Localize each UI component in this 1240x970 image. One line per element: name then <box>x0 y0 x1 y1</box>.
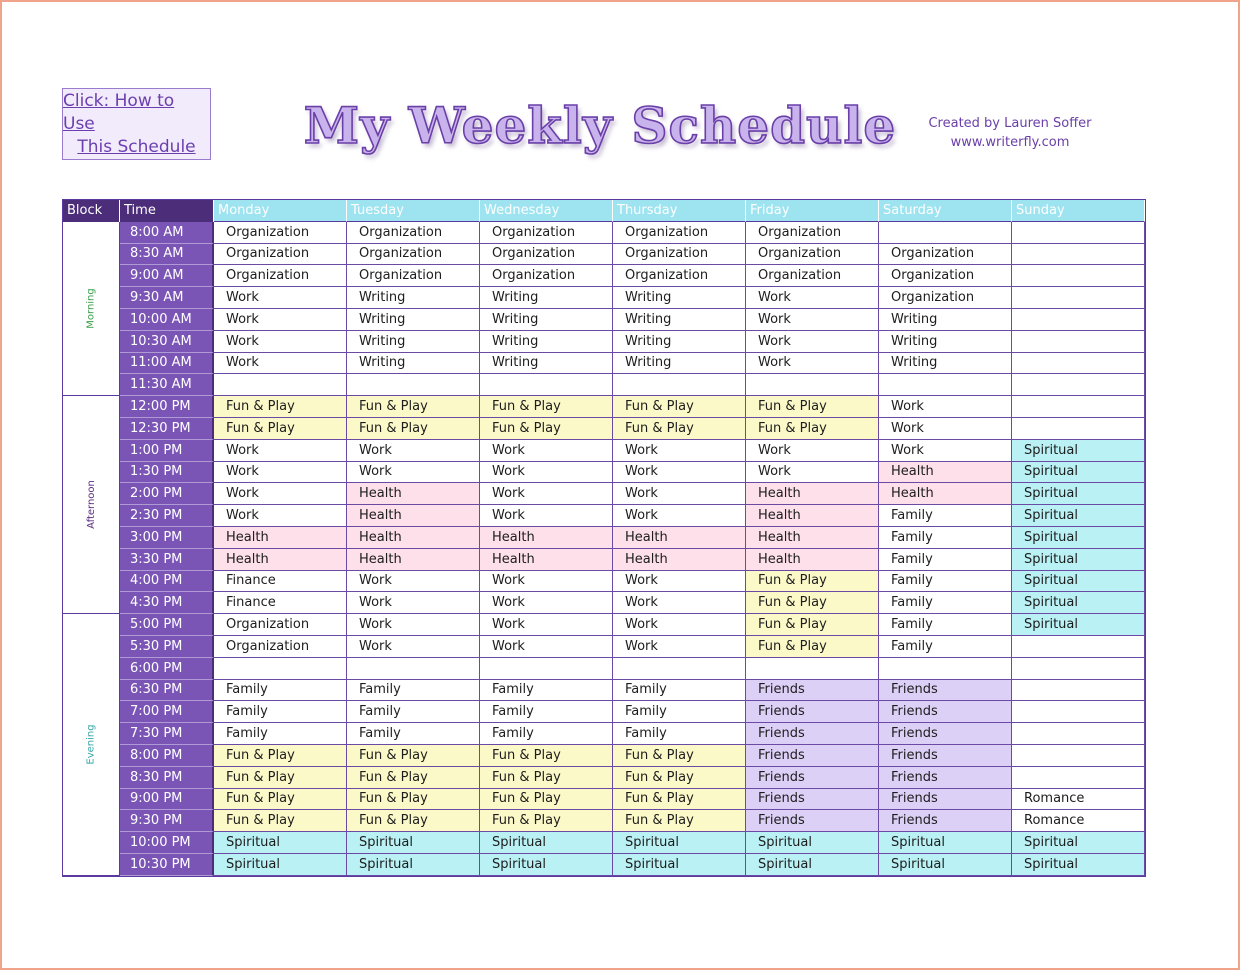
schedule-cell[interactable] <box>879 658 1012 680</box>
schedule-cell[interactable]: Writing <box>613 309 746 331</box>
schedule-cell[interactable]: Organization <box>214 265 347 287</box>
schedule-cell[interactable]: Work <box>480 614 613 636</box>
schedule-cell[interactable]: Organization <box>746 244 879 266</box>
how-to-line-2: This Schedule <box>77 136 196 157</box>
time-slot: 12:00 PM <box>120 396 214 418</box>
credit-author: Created by Lauren Soffer <box>928 116 1092 131</box>
schedule-cell[interactable]: Family <box>613 680 746 702</box>
schedule-cell[interactable]: Writing <box>480 331 613 353</box>
schedule-cell[interactable]: Work <box>480 505 613 527</box>
schedule-cell[interactable]: Fun & Play <box>480 789 613 811</box>
schedule-cell[interactable]: Friends <box>879 767 1012 789</box>
time-slot: 7:30 PM <box>120 723 214 745</box>
schedule-cell[interactable]: Health <box>746 527 879 549</box>
schedule-cell[interactable]: Fun & Play <box>746 396 879 418</box>
schedule-cell[interactable]: Organization <box>480 244 613 266</box>
schedule-cell[interactable]: Organization <box>879 265 1012 287</box>
schedule-cell[interactable]: Work <box>347 592 480 614</box>
schedule-cell[interactable]: Friends <box>879 680 1012 702</box>
schedule-cell[interactable]: Organization <box>746 265 879 287</box>
schedule-cell[interactable]: Health <box>613 549 746 571</box>
credit <box>920 114 1100 152</box>
block-label-text: Evening <box>85 724 97 765</box>
schedule-cell[interactable] <box>1012 353 1145 375</box>
day-header-saturday: Saturday <box>879 200 1012 222</box>
schedule-cell[interactable]: Friends <box>879 723 1012 745</box>
schedule-cell[interactable] <box>613 658 746 680</box>
schedule-cell[interactable]: Spiritual <box>214 832 347 854</box>
schedule-cell[interactable]: Fun & Play <box>347 789 480 811</box>
schedule-cell[interactable]: Fun & Play <box>613 396 746 418</box>
block-label-evening <box>63 614 120 876</box>
time-slot: 10:00 AM <box>120 309 214 331</box>
page-title: My Weekly Schedule <box>303 96 897 155</box>
schedule-cell[interactable]: Writing <box>613 353 746 375</box>
schedule-cell[interactable]: Organization <box>613 222 746 244</box>
schedule-cell[interactable]: Spiritual <box>613 854 746 876</box>
schedule-cell[interactable]: Fun & Play <box>480 767 613 789</box>
schedule-cell[interactable]: Spiritual <box>347 832 480 854</box>
schedule-cell[interactable] <box>1012 309 1145 331</box>
schedule-cell[interactable]: Writing <box>480 353 613 375</box>
schedule-cell[interactable]: Spiritual <box>1012 592 1145 614</box>
schedule-cell[interactable] <box>879 374 1012 396</box>
schedule-cell[interactable]: Health <box>746 483 879 505</box>
time-slot: 7:00 PM <box>120 701 214 723</box>
time-slot: 9:30 AM <box>120 287 214 309</box>
schedule-cell[interactable]: Work <box>347 440 480 462</box>
schedule-cell[interactable] <box>1012 701 1145 723</box>
time-slot: 5:00 PM <box>120 614 214 636</box>
time-slot: 10:00 PM <box>120 832 214 854</box>
schedule-cell[interactable]: Fun & Play <box>214 396 347 418</box>
schedule-cell[interactable]: Work <box>613 636 746 658</box>
schedule-cell[interactable]: Work <box>480 462 613 484</box>
schedule-cell[interactable]: Fun & Play <box>347 418 480 440</box>
schedule-cell[interactable]: Romance <box>1012 789 1145 811</box>
day-header-sunday: Sunday <box>1012 200 1145 222</box>
time-slot: 4:30 PM <box>120 592 214 614</box>
time-slot: 6:30 PM <box>120 680 214 702</box>
schedule-cell[interactable]: Fun & Play <box>746 614 879 636</box>
time-slot: 11:00 AM <box>120 353 214 375</box>
credit-website-link[interactable]: www.writerfly.com <box>950 135 1070 150</box>
schedule-cell[interactable]: Work <box>480 483 613 505</box>
schedule-cell[interactable]: Organization <box>214 244 347 266</box>
schedule-cell[interactable] <box>879 222 1012 244</box>
schedule-cell[interactable]: Work <box>613 440 746 462</box>
schedule-cell[interactable]: Writing <box>480 287 613 309</box>
schedule-cell[interactable]: Spiritual <box>1012 832 1145 854</box>
schedule-cell[interactable] <box>1012 723 1145 745</box>
schedule-cell[interactable]: Organization <box>347 222 480 244</box>
schedule-cell[interactable]: Family <box>879 614 1012 636</box>
time-slot: 2:00 PM <box>120 483 214 505</box>
schedule-cell[interactable]: Health <box>879 462 1012 484</box>
schedule-cell[interactable]: Work <box>746 287 879 309</box>
schedule-cell[interactable] <box>347 658 480 680</box>
schedule-cell[interactable]: Work <box>613 483 746 505</box>
schedule-cell[interactable]: Family <box>214 680 347 702</box>
schedule-cell[interactable]: Work <box>613 614 746 636</box>
time-slot: 11:30 AM <box>120 374 214 396</box>
schedule-cell[interactable]: Friends <box>746 701 879 723</box>
schedule-cell[interactable]: Work <box>214 287 347 309</box>
schedule-cell[interactable]: Friends <box>879 701 1012 723</box>
schedule-cell[interactable]: Work <box>214 440 347 462</box>
schedule-cell[interactable] <box>1012 287 1145 309</box>
schedule-cell[interactable]: Writing <box>347 353 480 375</box>
schedule-cell[interactable]: Work <box>480 636 613 658</box>
schedule-cell[interactable]: Fun & Play <box>613 745 746 767</box>
day-header-thursday: Thursday <box>613 200 746 222</box>
schedule-cell[interactable]: Spiritual <box>1012 571 1145 593</box>
schedule-cell[interactable]: Work <box>746 331 879 353</box>
schedule-cell[interactable]: Family <box>480 680 613 702</box>
schedule-cell[interactable]: Friends <box>746 767 879 789</box>
schedule-cell[interactable]: Spiritual <box>1012 440 1145 462</box>
schedule-cell[interactable]: Fun & Play <box>613 767 746 789</box>
schedule-cell[interactable]: Family <box>480 723 613 745</box>
time-slot: 10:30 AM <box>120 331 214 353</box>
schedule-cell[interactable]: Writing <box>879 309 1012 331</box>
schedule-cell[interactable]: Work <box>347 614 480 636</box>
schedule-cell[interactable]: Friends <box>746 789 879 811</box>
schedule-cell[interactable] <box>1012 222 1145 244</box>
schedule-cell[interactable] <box>214 374 347 396</box>
schedule-cell[interactable]: Finance <box>214 571 347 593</box>
time-slot: 9:00 AM <box>120 265 214 287</box>
schedule-cell[interactable]: Health <box>746 549 879 571</box>
time-slot: 6:00 PM <box>120 658 214 680</box>
time-slot: 4:00 PM <box>120 571 214 593</box>
schedule-cell[interactable] <box>746 374 879 396</box>
schedule-cell[interactable]: Work <box>746 462 879 484</box>
schedule-cell[interactable] <box>1012 636 1145 658</box>
schedule-cell[interactable]: Spiritual <box>1012 549 1145 571</box>
schedule-cell[interactable]: Work <box>214 462 347 484</box>
schedule-cell[interactable]: Spiritual <box>480 832 613 854</box>
time-slot: 8:30 AM <box>120 244 214 266</box>
schedule-cell[interactable]: Organization <box>613 265 746 287</box>
schedule-cell[interactable]: Spiritual <box>1012 614 1145 636</box>
schedule-cell[interactable]: Spiritual <box>347 854 480 876</box>
time-slot: 3:30 PM <box>120 549 214 571</box>
how-to-use-link[interactable] <box>62 88 211 160</box>
schedule-cell[interactable]: Fun & Play <box>480 396 613 418</box>
schedule-cell[interactable]: Work <box>879 418 1012 440</box>
schedule-cell[interactable]: Organization <box>480 222 613 244</box>
time-slot: 5:30 PM <box>120 636 214 658</box>
schedule-cell[interactable]: Friends <box>879 810 1012 832</box>
schedule-cell[interactable]: Family <box>879 592 1012 614</box>
schedule-cell[interactable]: Fun & Play <box>347 767 480 789</box>
schedule-cell[interactable]: Fun & Play <box>214 810 347 832</box>
schedule-cell[interactable]: Fun & Play <box>480 745 613 767</box>
schedule-cell[interactable]: Health <box>347 483 480 505</box>
schedule-cell[interactable]: Fun & Play <box>214 767 347 789</box>
schedule-cell[interactable]: Fun & Play <box>746 592 879 614</box>
schedule-cell[interactable]: Family <box>480 701 613 723</box>
schedule-cell[interactable]: Organization <box>746 222 879 244</box>
schedule-cell[interactable]: Family <box>879 505 1012 527</box>
schedule-cell[interactable]: Work <box>613 592 746 614</box>
block-label-morning <box>63 222 120 396</box>
time-slot: 8:00 AM <box>120 222 214 244</box>
schedule-cell[interactable]: Spiritual <box>480 854 613 876</box>
time-slot: 10:30 PM <box>120 854 214 876</box>
schedule-cell[interactable]: Work <box>480 440 613 462</box>
schedule-cell[interactable]: Fun & Play <box>480 810 613 832</box>
schedule-cell[interactable]: Health <box>214 527 347 549</box>
schedule-cell[interactable]: Writing <box>879 353 1012 375</box>
schedule-cell[interactable]: Health <box>347 549 480 571</box>
schedule-cell[interactable]: Writing <box>347 287 480 309</box>
how-to-line-1: Click: How to Use <box>63 90 175 134</box>
schedule-cell[interactable]: Friends <box>879 745 1012 767</box>
schedule-cell[interactable]: Spiritual <box>1012 505 1145 527</box>
schedule-cell[interactable]: Work <box>480 571 613 593</box>
schedule-cell[interactable]: Spiritual <box>746 832 879 854</box>
schedule-cell[interactable]: Work <box>613 462 746 484</box>
schedule-cell[interactable]: Fun & Play <box>347 396 480 418</box>
schedule-cell[interactable]: Work <box>347 636 480 658</box>
schedule-cell[interactable]: Fun & Play <box>347 745 480 767</box>
schedule-cell[interactable]: Organization <box>214 222 347 244</box>
schedule-cell[interactable]: Health <box>347 527 480 549</box>
time-slot: 2:30 PM <box>120 505 214 527</box>
schedule-cell[interactable]: Spiritual <box>613 832 746 854</box>
schedule-cell[interactable] <box>1012 374 1145 396</box>
schedule-cell[interactable]: Work <box>347 462 480 484</box>
schedule-cell[interactable]: Finance <box>214 592 347 614</box>
schedule-table <box>62 199 1146 877</box>
schedule-cell[interactable]: Fun & Play <box>480 418 613 440</box>
schedule-cell[interactable]: Writing <box>480 309 613 331</box>
schedule-cell[interactable]: Work <box>613 505 746 527</box>
time-slot: 8:30 PM <box>120 767 214 789</box>
schedule-cell[interactable]: Health <box>347 505 480 527</box>
time-slot: 1:00 PM <box>120 440 214 462</box>
schedule-cell[interactable]: Family <box>879 571 1012 593</box>
schedule-cell[interactable]: Organization <box>480 265 613 287</box>
schedule-cell[interactable] <box>1012 396 1145 418</box>
schedule-cell[interactable] <box>1012 680 1145 702</box>
schedule-cell[interactable]: Family <box>347 680 480 702</box>
schedule-cell[interactable] <box>347 374 480 396</box>
block-label-text: Morning <box>85 288 97 329</box>
schedule-cell[interactable]: Health <box>746 505 879 527</box>
block-label-afternoon <box>63 396 120 614</box>
schedule-cell[interactable]: Friends <box>746 745 879 767</box>
schedule-cell[interactable]: Work <box>480 592 613 614</box>
schedule-cell[interactable] <box>746 658 879 680</box>
schedule-cell[interactable]: Spiritual <box>1012 462 1145 484</box>
schedule-cell[interactable]: Romance <box>1012 810 1145 832</box>
schedule-cell[interactable]: Family <box>879 636 1012 658</box>
schedule-cell[interactable]: Friends <box>746 810 879 832</box>
schedule-cell[interactable]: Organization <box>347 265 480 287</box>
schedule-cell[interactable]: Family <box>347 723 480 745</box>
schedule-cell[interactable]: Work <box>214 505 347 527</box>
schedule-cell[interactable] <box>1012 418 1145 440</box>
schedule-cell[interactable] <box>1012 331 1145 353</box>
day-header-monday: Monday <box>214 200 347 222</box>
schedule-cell[interactable]: Spiritual <box>1012 527 1145 549</box>
schedule-cell[interactable]: Spiritual <box>1012 483 1145 505</box>
schedule-cell[interactable]: Work <box>214 353 347 375</box>
schedule-cell[interactable]: Fun & Play <box>347 810 480 832</box>
schedule-cell[interactable]: Fun & Play <box>746 418 879 440</box>
schedule-cell[interactable] <box>214 658 347 680</box>
schedule-cell[interactable] <box>1012 767 1145 789</box>
schedule-cell[interactable]: Family <box>613 723 746 745</box>
schedule-cell[interactable]: Work <box>613 571 746 593</box>
schedule-cell[interactable]: Family <box>879 527 1012 549</box>
time-header: Time <box>120 200 214 222</box>
schedule-cell[interactable]: Fun & Play <box>746 636 879 658</box>
schedule-cell[interactable]: Friends <box>746 680 879 702</box>
schedule-cell[interactable]: Work <box>347 571 480 593</box>
schedule-cell[interactable]: Spiritual <box>746 854 879 876</box>
day-header-wednesday: Wednesday <box>480 200 613 222</box>
schedule-cell[interactable] <box>613 374 746 396</box>
time-slot: 12:30 PM <box>120 418 214 440</box>
schedule-cell[interactable]: Health <box>480 549 613 571</box>
schedule-cell[interactable]: Fun & Play <box>613 810 746 832</box>
schedule-cell[interactable]: Spiritual <box>879 854 1012 876</box>
schedule-cell[interactable]: Work <box>879 396 1012 418</box>
schedule-cell[interactable] <box>1012 745 1145 767</box>
schedule-cell[interactable]: Organization <box>214 614 347 636</box>
schedule-cell[interactable]: Health <box>480 527 613 549</box>
day-header-friday: Friday <box>746 200 879 222</box>
schedule-cell[interactable]: Family <box>613 701 746 723</box>
time-slot: 8:00 PM <box>120 745 214 767</box>
schedule-cell[interactable]: Writing <box>879 331 1012 353</box>
time-slot: 3:00 PM <box>120 527 214 549</box>
schedule-cell[interactable]: Spiritual <box>1012 854 1145 876</box>
schedule-cell[interactable]: Family <box>214 723 347 745</box>
schedule-cell[interactable]: Work <box>746 353 879 375</box>
schedule-cell[interactable]: Work <box>746 309 879 331</box>
schedule-cell[interactable]: Writing <box>613 331 746 353</box>
schedule-cell[interactable]: Work <box>214 309 347 331</box>
schedule-cell[interactable]: Work <box>214 331 347 353</box>
schedule-cell[interactable]: Work <box>879 440 1012 462</box>
schedule-cell[interactable]: Health <box>879 483 1012 505</box>
schedule-cell[interactable]: Organization <box>613 244 746 266</box>
schedule-cell[interactable]: Family <box>214 701 347 723</box>
schedule-cell[interactable]: Health <box>613 527 746 549</box>
block-label-text: Afternoon <box>85 480 97 530</box>
time-slot: 9:00 PM <box>120 789 214 811</box>
schedule-cell[interactable]: Fun & Play <box>214 745 347 767</box>
schedule-cell[interactable]: Organization <box>879 244 1012 266</box>
schedule-cell[interactable]: Family <box>879 549 1012 571</box>
schedule-cell[interactable] <box>1012 244 1145 266</box>
schedule-cell[interactable]: Fun & Play <box>214 418 347 440</box>
schedule-cell[interactable] <box>1012 265 1145 287</box>
schedule-cell[interactable] <box>1012 658 1145 680</box>
schedule-cell[interactable]: Health <box>214 549 347 571</box>
schedule-cell[interactable]: Organization <box>214 636 347 658</box>
schedule-cell[interactable]: Work <box>746 440 879 462</box>
schedule-cell[interactable]: Friends <box>879 789 1012 811</box>
day-header-tuesday: Tuesday <box>347 200 480 222</box>
schedule-cell[interactable]: Fun & Play <box>214 789 347 811</box>
schedule-cell[interactable]: Spiritual <box>879 832 1012 854</box>
schedule-cell[interactable] <box>480 374 613 396</box>
schedule-cell[interactable]: Family <box>347 701 480 723</box>
time-slot: 1:30 PM <box>120 462 214 484</box>
schedule-cell[interactable]: Writing <box>347 309 480 331</box>
schedule-cell[interactable]: Spiritual <box>214 854 347 876</box>
time-slot: 9:30 PM <box>120 810 214 832</box>
schedule-cell[interactable]: Organization <box>347 244 480 266</box>
schedule-cell[interactable]: Fun & Play <box>613 418 746 440</box>
schedule-cell[interactable]: Organization <box>879 287 1012 309</box>
schedule-cell[interactable]: Fun & Play <box>746 571 879 593</box>
schedule-cell[interactable] <box>480 658 613 680</box>
schedule-cell[interactable]: Writing <box>347 331 480 353</box>
block-header: Block <box>63 200 120 222</box>
schedule-cell[interactable]: Fun & Play <box>613 789 746 811</box>
schedule-cell[interactable]: Work <box>214 483 347 505</box>
schedule-cell[interactable]: Friends <box>746 723 879 745</box>
schedule-cell[interactable]: Writing <box>613 287 746 309</box>
